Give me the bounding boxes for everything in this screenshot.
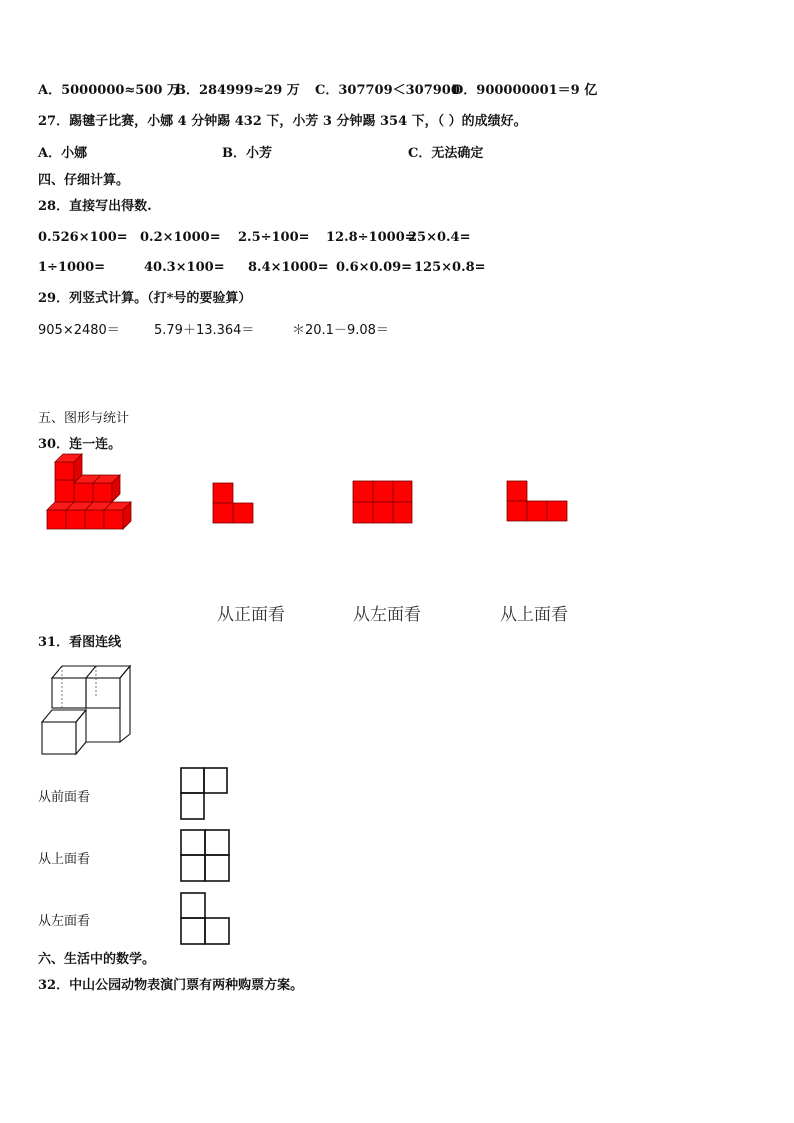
- q31-answer-shape-3: [180, 892, 232, 946]
- q29-item-2: 5.79＋13.364＝: [154, 323, 255, 338]
- q31-answer-shape-1: [180, 767, 230, 821]
- q31-title: 31．看图连线: [38, 635, 122, 650]
- q28-r2-c1: 1÷1000=: [38, 260, 106, 275]
- q31-3d-block-figure: [40, 662, 130, 758]
- section-5-heading: 五、图形与统计: [38, 411, 130, 426]
- q26-option-a: A．5000000≈500 万: [38, 83, 180, 98]
- q29-item-1: 905×2480＝: [38, 323, 120, 338]
- q32-text: 32．中山公园动物表演门票有两种购票方案。: [38, 978, 304, 993]
- q27-option-b: B．小芳: [222, 146, 272, 161]
- q28-r2-c3: 8.4×1000=: [248, 260, 329, 275]
- q31-label-top: 从上面看: [38, 852, 91, 867]
- q30-title: 30．连一连。: [38, 437, 122, 452]
- section-4-heading: 四、仔细计算。: [38, 173, 130, 188]
- section-6-heading: 六、生活中的数学。: [38, 952, 156, 967]
- q27-option-c: C．无法确定: [408, 146, 484, 161]
- q30-view-label-left: 从左面看: [353, 605, 421, 625]
- q31-label-front: 从前面看: [38, 790, 91, 805]
- q26-option-c: C．307709＜307900: [315, 83, 460, 98]
- q31-label-left: 从左面看: [38, 914, 91, 929]
- q27-text: 27．踢毽子比赛，小娜 4 分钟踢 432 下，小芳 3 分钟踢 354 下，（ ）的成绩好。: [38, 114, 527, 129]
- q28-r1-c3: 2.5÷100=: [238, 230, 310, 245]
- q31-answer-shape-2: [180, 829, 232, 883]
- q26-option-b: B．284999≈29 万: [175, 83, 300, 98]
- q30-view-label-front: 从正面看: [217, 605, 285, 625]
- q28-r2-c2: 40.3×100=: [144, 260, 225, 275]
- q28-r1-c1: 0.526×100=: [38, 230, 128, 245]
- q28-title: 28．直接写出得数.: [38, 199, 152, 214]
- q27-option-a: A．小娜: [38, 146, 88, 161]
- q29-item-3: ＊20.1－9.08＝: [292, 323, 389, 338]
- q28-r1-c2: 0.2×1000=: [140, 230, 221, 245]
- q30-3d-cube-figure: [40, 466, 130, 532]
- q28-r2-c4: 0.6×0.09=: [336, 260, 413, 275]
- q29-title: 29．列竖式计算。（打*号的要验算）: [38, 291, 252, 306]
- q28-r2-c5: 125×0.8=: [414, 260, 486, 275]
- q26-option-d: D．900000001＝9 亿: [452, 83, 598, 98]
- q28-r1-c4: 12.8÷1000=: [326, 230, 416, 245]
- q28-r1-c5: 25×0.4=: [408, 230, 471, 245]
- q30-view-label-top: 从上面看: [500, 605, 568, 625]
- q30-view-shape-long-l: [506, 480, 568, 522]
- q30-view-shape-l: [212, 482, 256, 524]
- q30-view-shape-grid: [352, 480, 414, 524]
